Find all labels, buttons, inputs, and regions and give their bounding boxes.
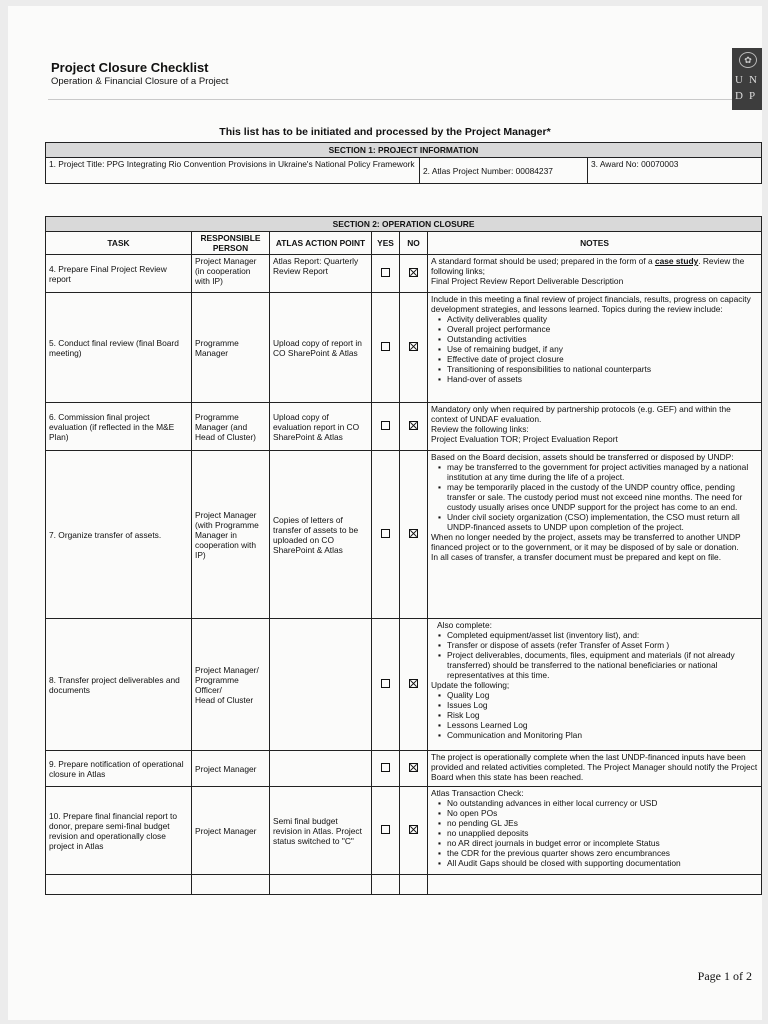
yes-checkbox[interactable]: [381, 825, 390, 834]
responsible-cell: Programme Manager: [192, 293, 270, 403]
table-row: [46, 255, 762, 293]
list-item: ▪ Outstanding activities: [447, 334, 758, 344]
atlas-cell: Copies of letters of transfer of assets to be uploaded on CO SharePoint & Atlas: [270, 451, 372, 619]
yes-checkbox[interactable]: [381, 529, 390, 538]
atlas-cell: Upload copy of evaluation report in CO SharePoint & Atlas: [270, 403, 372, 451]
yes-checkbox[interactable]: [381, 268, 390, 277]
list-item: ▪ Quality Log: [447, 690, 758, 700]
no-checkbox[interactable]: [409, 679, 418, 688]
document-title: Project Closure Checklist: [51, 60, 209, 75]
list-item: ▪ All Audit Gaps should be closed with supporting documentation: [447, 858, 758, 868]
list-item: ▪ may be transferred to the government for project activities managed by a national institution at any time during the life of a project.: [447, 462, 758, 482]
yes-checkbox[interactable]: [381, 421, 390, 430]
evaluation-links[interactable]: Project Evaluation TOR; Project Evaluation Report: [431, 434, 618, 444]
case-study-link[interactable]: case study: [654, 256, 699, 266]
list-item: ▪ Lessons Learned Log: [447, 720, 758, 730]
notes-text: A standard format should be used; prepared in the form of a: [431, 256, 655, 266]
col-header-yes: YES: [372, 232, 400, 255]
list-item: ▪ Transfer or dispose of assets (refer Transfer of Asset Form ): [447, 640, 758, 650]
document-subtitle: Operation & Financial Closure of a Project: [51, 76, 229, 87]
atlas-number-cell: 2. Atlas Project Number: 00084237: [420, 158, 588, 184]
responsible-cell: Programme Manager (and Head of Cluster): [192, 403, 270, 451]
no-checkbox[interactable]: [409, 825, 418, 834]
responsible-cell: Project Manager: [192, 787, 270, 875]
list-item: ▪ no pending GL JEs: [447, 818, 758, 828]
list-item: ▪ may be temporarily placed in the custody of the UNDP country office, pending transfer or sale. The custody period must not exceed nine months. The need for custody usually arises once UNDP support for the project has come to an end.: [447, 482, 758, 512]
empty-cell: [400, 875, 428, 895]
list-item: ▪ No outstanding advances in either local currency or USD: [447, 798, 758, 808]
empty-cell: [46, 875, 192, 895]
notes-cell: [428, 293, 762, 403]
list-item: ▪ Project deliverables, documents, files, equipment and materials (if not already transferred) should be transferred to the national beneficiaries or national representatives at this time.: [447, 650, 758, 680]
no-checkbox[interactable]: [409, 763, 418, 772]
notes-text: . Review the following links;: [431, 256, 745, 276]
yes-checkbox[interactable]: [381, 342, 390, 351]
notes-intro: Also complete:: [437, 620, 492, 630]
col-header-no: NO: [400, 232, 428, 255]
table-row-empty: [46, 875, 762, 895]
task-cell: 5. Conduct final review (final Board meeting): [46, 293, 192, 403]
no-checkbox[interactable]: [409, 529, 418, 538]
project-title-cell: 1. Project Title: PPG Integrating Rio Convention Provisions in Ukraine's National Policy Framework: [46, 158, 420, 184]
yes-checkbox[interactable]: [381, 763, 390, 772]
initiation-note: This list has to be initiated and processed by the Project Manager*: [219, 126, 551, 138]
task-cell: 6. Commission final project evaluation (if reflected in the M&E Plan): [46, 403, 192, 451]
atlas-cell: Semi final budget revision in Atlas. Project status switched to "C": [270, 787, 372, 875]
table-row: [46, 619, 762, 751]
un-emblem-icon: ✿: [739, 52, 757, 68]
responsible-cell: Project Manager (in cooperation with IP): [192, 255, 270, 293]
project-information-table: [45, 142, 762, 184]
task-cell: 7. Organize transfer of assets.: [46, 451, 192, 619]
notes-cell: [428, 451, 762, 619]
col-header-atlas: ATLAS ACTION POINT: [270, 232, 372, 255]
notes-intro: Include in this meeting a final review of project financials, results, progress on capacity development strategies, and lessons learned. Topics during the review include:: [431, 294, 751, 314]
responsible-cell: Project Manager: [192, 751, 270, 787]
notes-intro: Based on the Board decision, assets should be transferred or disposed by UNDP:: [431, 452, 734, 462]
col-header-responsible: RESPONSIBLE PERSON: [192, 232, 270, 255]
table-row: [46, 451, 762, 619]
table-row: [46, 787, 762, 875]
list-item: ▪ Hand-over of assets: [447, 374, 758, 384]
task-cell: 10. Prepare final financial report to donor, prepare semi-final budget revision and operationally close project in Atlas: [46, 787, 192, 875]
list-item: ▪ the CDR for the previous quarter shows zero encumbrances: [447, 848, 758, 858]
empty-cell: [192, 875, 270, 895]
responsible-cell: Project Manager (with Programme Manager in cooperation with IP): [192, 451, 270, 619]
atlas-cell: Atlas Report: Quarterly Review Report: [270, 255, 372, 293]
notes-cell: [428, 787, 762, 875]
no-checkbox[interactable]: [409, 268, 418, 277]
table-row: [46, 751, 762, 787]
atlas-cell: [270, 619, 372, 751]
empty-cell: [270, 875, 372, 895]
yes-checkbox[interactable]: [381, 679, 390, 688]
notes-text: Review the following links:: [431, 424, 529, 434]
undp-logo: ✿ U N D P: [732, 48, 762, 110]
notes-text: Update the following;: [431, 680, 510, 690]
list-item: ▪ Activity deliverables quality: [447, 314, 758, 324]
responsible-cell: [192, 619, 270, 751]
deliverable-description-link[interactable]: Final Project Review Report Deliverable Description: [431, 276, 624, 286]
empty-cell: [372, 875, 400, 895]
list-item: ▪ Under civil society organization (CSO) implementation, the CSO must return all UNDP-financed assets to UNDP upon completion of the project.: [447, 512, 758, 532]
no-checkbox[interactable]: [409, 421, 418, 430]
task-cell: 4. Prepare Final Project Review report: [46, 255, 192, 293]
notes-cell: [428, 255, 762, 293]
responsible-line: Head of Cluster: [195, 694, 254, 705]
notes-intro: Mandatory only when required by partnership protocols (e.g. GEF) and within the context of UNDAF evaluation.: [431, 404, 731, 424]
list-item: ▪ no AR direct journals in budget error or incomplete Status: [447, 838, 758, 848]
document-page: [8, 6, 762, 1020]
header-divider: [48, 99, 732, 100]
list-item: ▪ Transitioning of responsibilities to national counterparts: [447, 364, 758, 374]
list-item: ▪ no unapplied deposits: [447, 828, 758, 838]
list-item: ▪ Risk Log: [447, 710, 758, 720]
list-item: ▪ Effective date of project closure: [447, 354, 758, 364]
task-cell: 8. Transfer project deliverables and documents: [46, 619, 192, 751]
atlas-cell: Upload copy of report in CO SharePoint & Atlas: [270, 293, 372, 403]
col-header-task: TASK: [46, 232, 192, 255]
operation-closure-table: [45, 216, 762, 895]
responsible-line: Project Manager/: [195, 664, 259, 675]
section2-heading: SECTION 2: OPERATION CLOSURE: [46, 217, 762, 232]
list-item: ▪ Use of remaining budget, if any: [447, 344, 758, 354]
notes-intro: Atlas Transaction Check:: [431, 788, 524, 798]
col-header-notes: NOTES: [428, 232, 762, 255]
notes-cell: The project is operationally complete when the last UNDP-financed inputs have been provided and related activities completed. The Project Manager should notify the Project Board when this state has been reached.: [428, 751, 762, 787]
list-item: ▪ Issues Log: [447, 700, 758, 710]
notes-text: When no longer needed by the project, assets may be transferred to another UNDP financed project or to the government, or it may be disposed of by sale or donation.: [431, 532, 741, 552]
list-item: ▪ Completed equipment/asset list (inventory list), and:: [447, 630, 758, 640]
list-item: ▪ No open POs: [447, 808, 758, 818]
no-checkbox[interactable]: [409, 342, 418, 351]
task-cell: 9. Prepare notification of operational closure in Atlas: [46, 751, 192, 787]
list-item: ▪ Communication and Monitoring Plan: [447, 730, 758, 740]
table-row: [46, 403, 762, 451]
notes-text: In all cases of transfer, a transfer document must be prepared and kept on file.: [431, 552, 722, 562]
page-number: Page 1 of 2: [697, 969, 752, 983]
notes-cell: [428, 619, 762, 751]
empty-cell: [428, 875, 762, 895]
atlas-cell: [270, 751, 372, 787]
list-item: ▪ Overall project performance: [447, 324, 758, 334]
responsible-line: Programme Officer/: [195, 674, 239, 695]
notes-cell: [428, 403, 762, 451]
award-number-cell: 3. Award No: 00070003: [588, 158, 762, 184]
table-row: [46, 293, 762, 403]
section1-heading: SECTION 1: PROJECT INFORMATION: [46, 143, 762, 158]
